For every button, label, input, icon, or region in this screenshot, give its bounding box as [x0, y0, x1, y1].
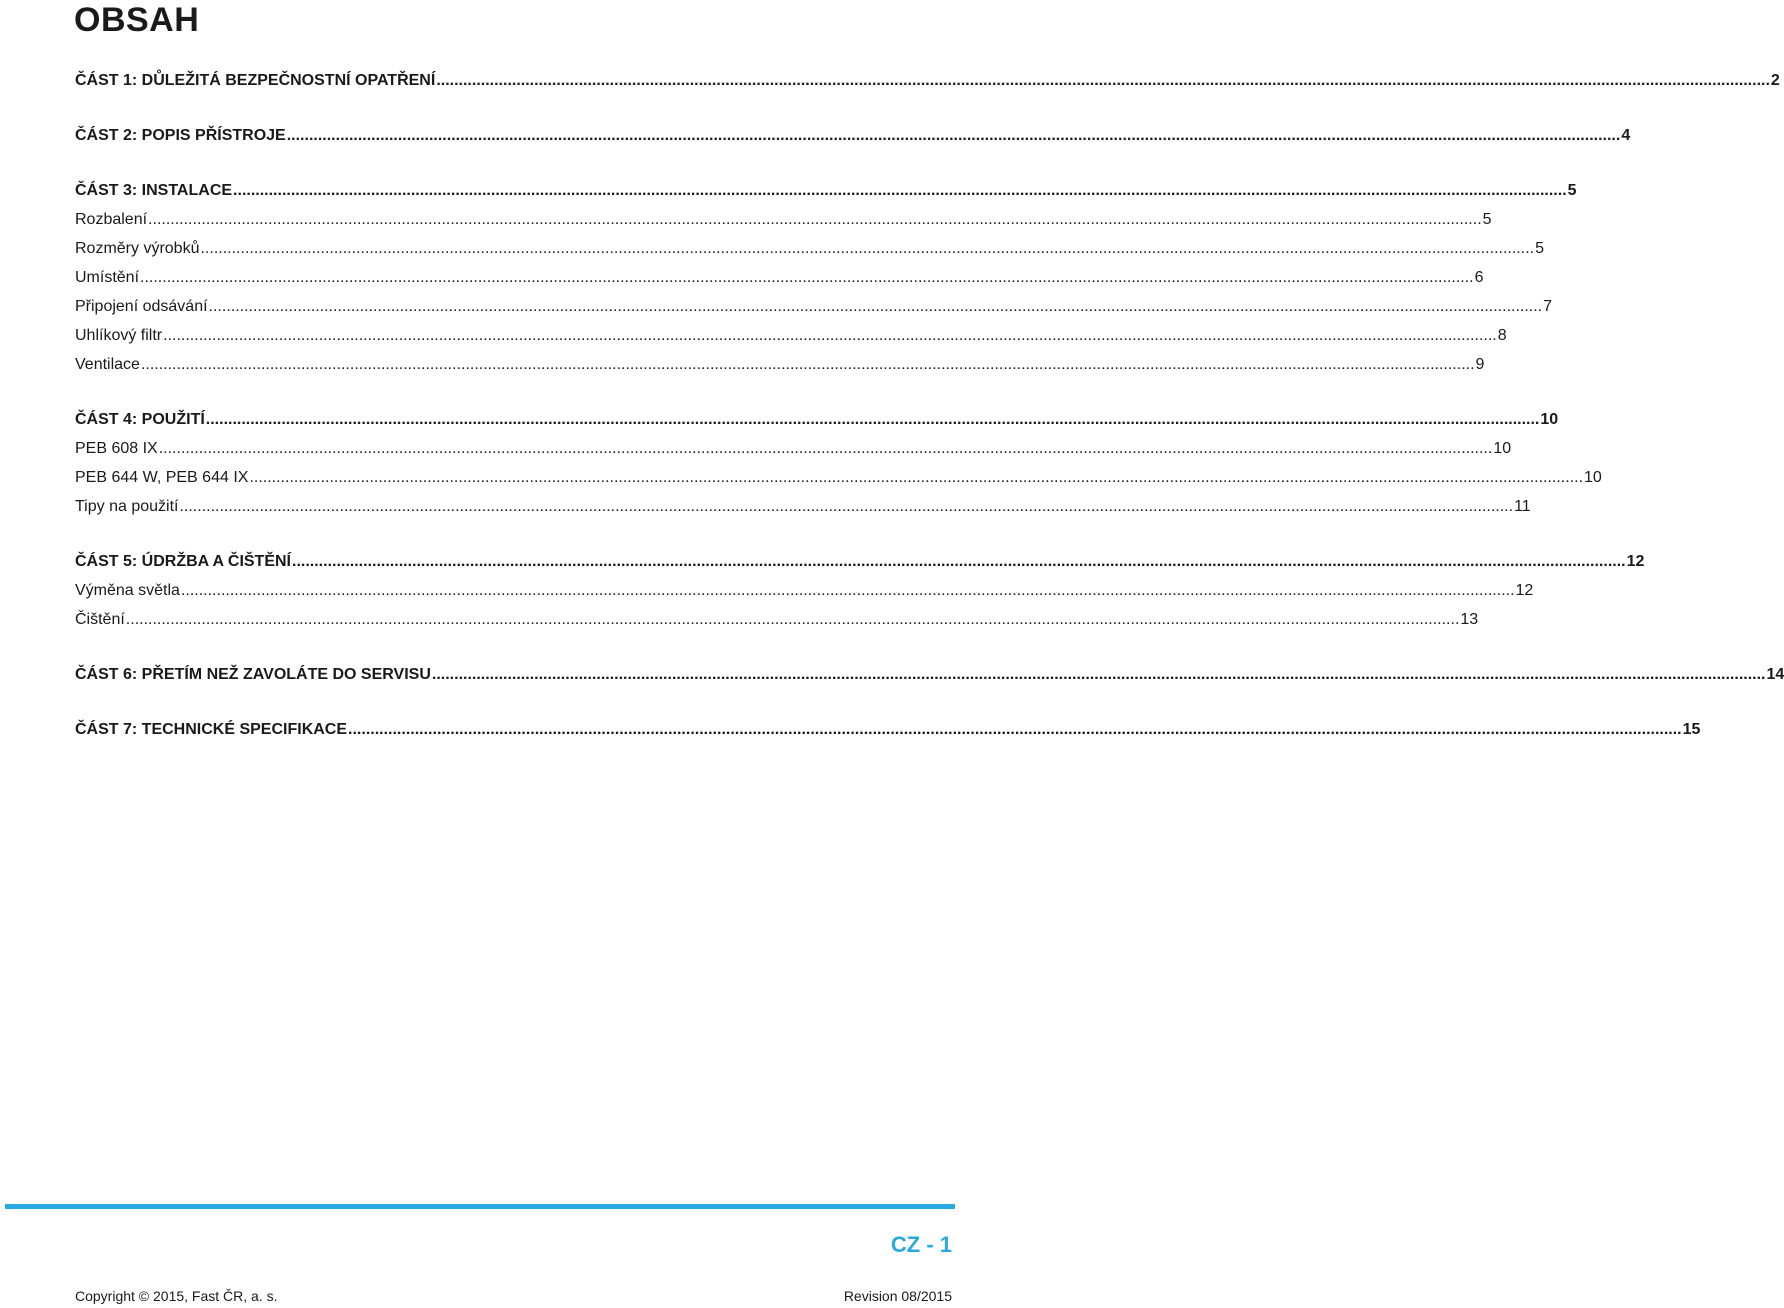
toc-entry-label: Umístění [75, 269, 140, 286]
toc-subentry[interactable] [75, 463, 1602, 492]
toc-entry-page: 10 [1493, 440, 1512, 457]
toc-section [75, 405, 1602, 521]
toc-entry-label: ČÁST 5: ÚDRŽBA A ČIŠTĚNÍ [75, 553, 291, 570]
toc-dot-leader: ............................................................................................................................................................................................................................................................................................................ [179, 498, 1514, 515]
toc-section [75, 715, 1701, 744]
toc-dot-leader: ............................................................................................................................................................................................................................................................................................................ [140, 269, 1474, 286]
toc-entry-page: 14 [1766, 666, 1784, 683]
revision-text: Revision 08/2015 [843, 1288, 952, 1304]
toc-section [75, 121, 1631, 150]
toc-subentry[interactable] [75, 350, 1485, 379]
toc-entry-page: 15 [1682, 721, 1701, 738]
toc-section [75, 66, 1780, 95]
toc-dot-leader: ............................................................................................................................................................................................................................................................................................................ [233, 182, 1567, 199]
toc-section [75, 176, 1577, 379]
toc-chapter-entry[interactable] [75, 66, 1780, 95]
toc-entry-label: ČÁST 4: POUŽITÍ [75, 411, 205, 428]
toc-chapter-entry[interactable] [75, 176, 1577, 205]
toc-dot-leader: ............................................................................................................................................................................................................................................................................................................ [436, 72, 1770, 89]
toc-entry-label: ČÁST 2: POPIS PŘÍSTROJE [75, 127, 286, 144]
toc-chapter-entry[interactable] [75, 121, 1631, 150]
toc-dot-leader: ............................................................................................................................................................................................................................................................................................................ [286, 127, 1621, 144]
toc-entry-label: Uhlíkový filtr [75, 327, 163, 344]
toc-entry-page: 9 [1475, 356, 1485, 373]
toc-entry-label: ČÁST 7: TECHNICKÉ SPECIFIKACE [75, 721, 348, 738]
toc-entry-page: 5 [1482, 211, 1492, 228]
table-of-contents [75, 66, 1784, 770]
toc-entry-label: Čištění [75, 611, 125, 628]
toc-entry-page: 5 [1535, 240, 1544, 257]
toc-entry-label: Rozměry výrobků [75, 240, 200, 257]
toc-section [75, 547, 1645, 634]
toc-subentry[interactable] [75, 321, 1507, 350]
toc-dot-leader: ............................................................................................................................................................................................................................................................................................................ [249, 469, 1584, 486]
page-title: OBSAH [74, 1, 200, 39]
toc-chapter-entry[interactable] [75, 715, 1701, 744]
toc-section [75, 660, 1784, 689]
toc-dot-leader: ............................................................................................................................................................................................................................................................................................................ [431, 666, 1766, 683]
toc-entry-label: PEB 608 IX [75, 440, 158, 457]
toc-chapter-entry[interactable] [75, 405, 1559, 434]
toc-entry-page: 10 [1584, 469, 1602, 486]
toc-subentry[interactable] [75, 292, 1553, 321]
toc-dot-leader: ............................................................................................................................................................................................................................................................................................................ [208, 298, 1543, 315]
toc-entry-page: 6 [1474, 269, 1484, 286]
toc-subentry[interactable] [75, 434, 1512, 463]
toc-dot-leader: ............................................................................................................................................................................................................................................................................................................ [180, 582, 1515, 599]
toc-dot-leader: ............................................................................................................................................................................................................................................................................................................ [163, 327, 1497, 344]
toc-dot-leader: ............................................................................................................................................................................................................................................................................................................ [292, 553, 1626, 570]
copyright-text: Copyright © 2015, Fast ČR, a. s. [75, 1288, 278, 1304]
toc-entry-page: 8 [1497, 327, 1507, 344]
toc-entry-label: PEB 644 W, PEB 644 IX [75, 469, 249, 486]
toc-entry-label: ČÁST 6: PŘETÍM NEŽ ZAVOLÁTE DO SERVISU [75, 666, 431, 683]
toc-dot-leader: ............................................................................................................................................................................................................................................................................................................ [205, 411, 1540, 428]
page-number: CZ - 1 [890, 1232, 952, 1257]
toc-subentry[interactable] [75, 263, 1484, 292]
footer-divider [5, 1204, 955, 1209]
toc-entry-page: 4 [1621, 127, 1631, 144]
toc-subentry[interactable] [75, 492, 1531, 521]
toc-entry-label: ČÁST 3: INSTALACE [75, 182, 233, 199]
toc-entry-page: 11 [1514, 498, 1531, 515]
toc-chapter-entry[interactable] [75, 660, 1784, 689]
toc-entry-label: Připojení odsávání [75, 298, 208, 315]
toc-subentry[interactable] [75, 234, 1544, 263]
toc-dot-leader: ............................................................................................................................................................................................................................................................................................................ [348, 721, 1682, 738]
toc-entry-label: Ventilace [75, 356, 140, 373]
toc-dot-leader: ............................................................................................................................................................................................................................................................................................................ [158, 440, 1493, 457]
toc-entry-page: 13 [1460, 611, 1479, 628]
toc-subentry[interactable] [75, 576, 1534, 605]
toc-subentry[interactable] [75, 605, 1479, 634]
toc-entry-page: 12 [1515, 582, 1534, 599]
toc-entry-label: Tipy na použití [75, 498, 179, 515]
toc-subentry[interactable] [75, 205, 1492, 234]
toc-entry-page: 7 [1543, 298, 1553, 315]
toc-entry-page: 5 [1567, 182, 1577, 199]
toc-entry-label: ČÁST 1: DŮLEŽITÁ BEZPEČNOSTNÍ OPATŘENÍ [75, 72, 436, 89]
toc-chapter-entry[interactable] [75, 547, 1645, 576]
toc-entry-page: 2 [1770, 72, 1780, 89]
toc-dot-leader: ............................................................................................................................................................................................................................................................................................................ [140, 356, 1475, 373]
toc-entry-label: Rozbalení [75, 211, 148, 228]
toc-dot-leader: ............................................................................................................................................................................................................................................................................................................ [125, 611, 1460, 628]
toc-entry-page: 10 [1540, 411, 1559, 428]
toc-entry-page: 12 [1626, 553, 1645, 570]
toc-dot-leader: ............................................................................................................................................................................................................................................................................................................ [148, 211, 1482, 228]
toc-entry-label: Výměna světla [75, 582, 180, 599]
toc-dot-leader: ............................................................................................................................................................................................................................................................................................................ [200, 240, 1535, 257]
